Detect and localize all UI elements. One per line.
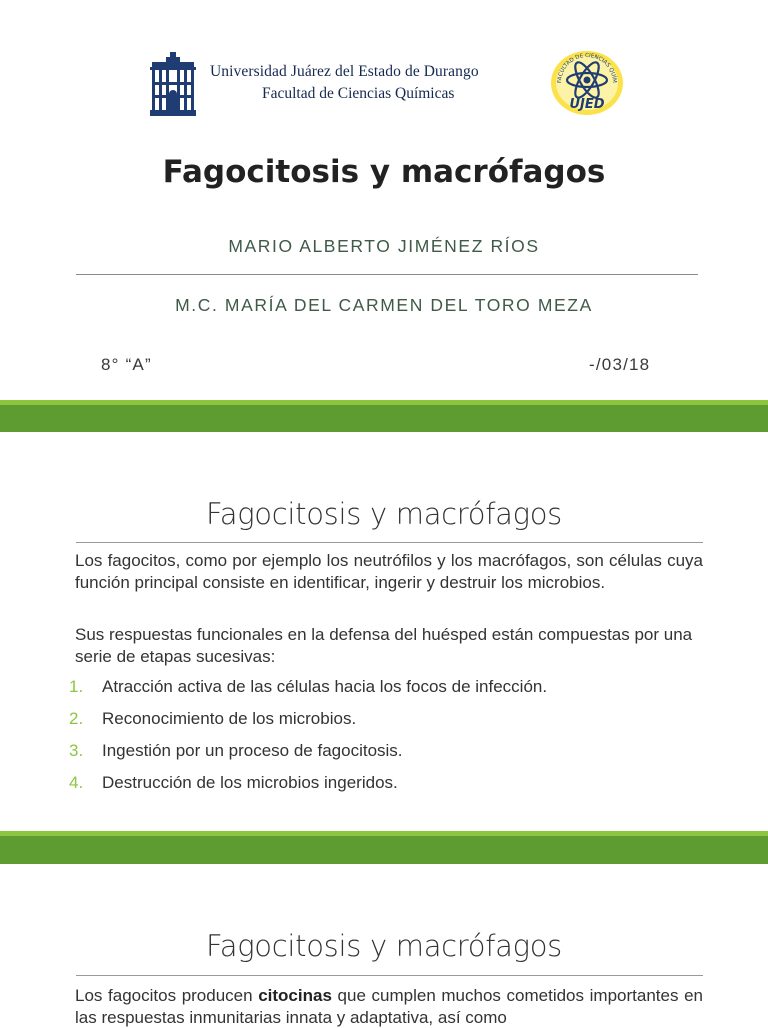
logo-ring-text: FACULTAD DE CIENCIAS QUÍM [556,52,618,84]
list-text: Destrucción de los microbios ingeridos. [102,773,398,792]
slide-title-divider [76,975,703,976]
list-number: 2. [69,709,84,728]
list-number: 3. [69,741,84,760]
highlight-term: citocinas [258,986,332,1005]
list-text: Ingestión por un proceso de fagocitosis. [102,741,403,760]
list-item [69,773,398,793]
list-item [69,709,356,729]
paragraph-text: que cumplen muchos cometidos importantes en las respuestas inmunitarias innata y adaptativa, así como [75,986,703,1027]
student-name: MARIO ALBERTO JIMÉNEZ RÍOS [228,236,540,256]
faculty-atom-logo [549,50,625,116]
title-divider [76,274,698,275]
university-building-logo [150,52,196,116]
logo-text: UJED [569,97,605,112]
list-item [69,677,547,697]
list-item [69,741,403,761]
teacher-name: M.C. MARÍA DEL CARMEN DEL TORO MEZA [175,295,593,315]
group-label: 8° “A” [101,355,152,374]
presentation-title: Fagocitosis y macrófagos [162,154,606,190]
paragraph: Sus respuestas funcionales en la defensa del huésped están compuestas por una serie de etapas sucesivas: [75,625,693,666]
paragraph-text: Los fagocitos producen [75,986,253,1005]
slide-title-divider [76,542,703,543]
slide-separator-bar [0,400,768,432]
date-label: -/03/18 [589,355,651,374]
title-slide [0,0,768,402]
paragraph [75,985,703,1028]
list-text: Atracción activa de las células hacia los focos de infección. [102,677,548,696]
list-text: Reconocimiento de los microbios. [102,709,357,728]
university-name: Universidad Juárez del Estado de Durango [210,63,479,80]
slide-title: Fagocitosis y macrófagos [206,497,562,531]
faculty-name: Facultad de Ciencias Químicas [262,85,455,102]
paragraph: Los fagocitos, como por ejemplo los neutrófilos y los macrófagos, son células cuya función principal consiste en identificar, ingerir y destruir los microbios. [75,551,703,592]
slide-title: Fagocitosis y macrófagos [206,929,562,963]
slide-separator-bar [0,831,768,864]
list-number: 4. [69,773,84,792]
list-number: 1. [69,677,84,696]
